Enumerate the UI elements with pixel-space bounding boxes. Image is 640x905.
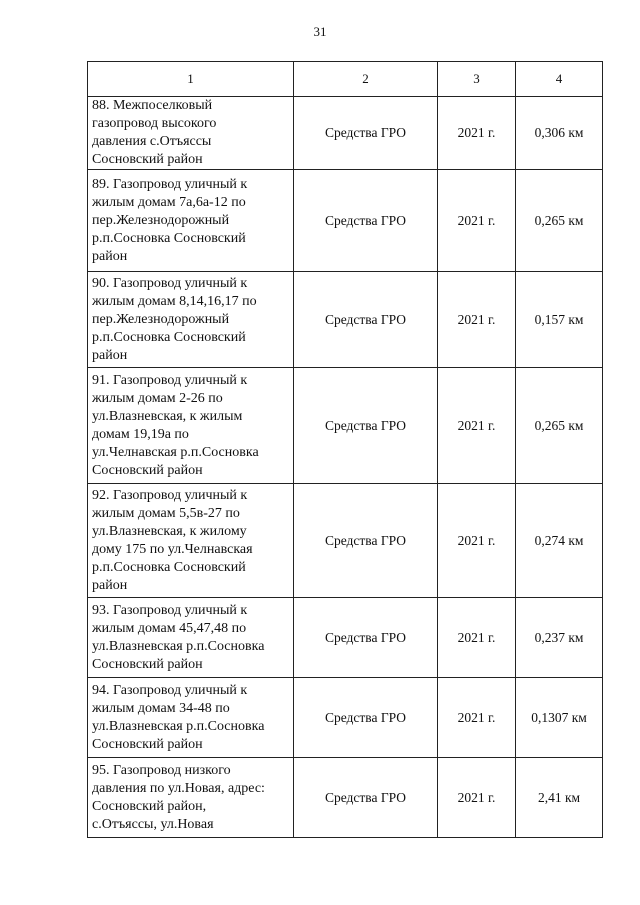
pipeline-length: 0,274 км [516,484,603,598]
gas-pipeline-table [87,61,603,838]
year: 2021 г. [438,758,516,838]
table-row [88,484,603,598]
year: 2021 г. [438,368,516,484]
pipeline-length: 0,265 км [516,368,603,484]
table-row [88,758,603,838]
pipeline-length: 0,1307 км [516,678,603,758]
pipeline-length: 0,306 км [516,97,603,170]
year: 2021 г. [438,678,516,758]
year: 2021 г. [438,598,516,678]
column-header-4: 4 [516,62,603,97]
object-name: 94. Газопровод уличный к жилым домам 34-48 по ул.Влазневская р.п.Сосновка Сосновский район [92,682,265,752]
table-row [88,598,603,678]
column-header-1: 1 [88,62,294,97]
table-row [88,272,603,368]
object-name: 93. Газопровод уличный к жилым домам 45,47,48 по ул.Влазневская р.п.Сосновка Сосновский район [92,602,265,672]
object-name: 92. Газопровод уличный к жилым домам 5,5в-27 по ул.Влазневская, к жилому дому 175 по ул.Челнавская р.п.Сосновка Сосновский район [92,487,253,593]
object-name: 95. Газопровод низкого давления по ул.Новая, адрес: Сосновский район, с.Отъяссы, ул.Новая [92,762,265,832]
table-row [88,678,603,758]
page-number: 31 [313,24,327,39]
column-header-2: 2 [294,62,438,97]
pipeline-length: 0,265 км [516,170,603,272]
funding-source: Средства ГРО [294,598,438,678]
year: 2021 г. [438,170,516,272]
column-header-3: 3 [438,62,516,97]
funding-source: Средства ГРО [294,758,438,838]
object-name: 88. Межпоселковый газопровод высокого давления с.Отъяссы Сосновский район [92,98,217,167]
table-row [88,170,603,272]
pipeline-length: 0,157 км [516,272,603,368]
pipeline-length: 2,41 км [516,758,603,838]
object-name: 89. Газопровод уличный к жилым домам 7а,6а-12 по пер.Железнодорожный р.п.Сосновка Сосновский район [92,176,248,264]
funding-source: Средства ГРО [294,272,438,368]
pipeline-length: 0,237 км [516,598,603,678]
object-name: 91. Газопровод уличный к жилым домам 2-26 по ул.Влазневская, к жилым домам 19,19а по ул.Челнавская р.п.Сосновка Сосновский район [92,372,259,478]
funding-source: Средства ГРО [294,97,438,170]
year: 2021 г. [438,97,516,170]
funding-source: Средства ГРО [294,484,438,598]
funding-source: Средства ГРО [294,368,438,484]
year: 2021 г. [438,272,516,368]
table-header-row [88,62,603,97]
funding-source: Средства ГРО [294,170,438,272]
funding-source: Средства ГРО [294,678,438,758]
table-row [88,368,603,484]
table-row [88,97,603,170]
object-name: 90. Газопровод уличный к жилым домам 8,14,16,17 по пер.Железнодорожный р.п.Сосновка Сосновский район [92,275,257,363]
year: 2021 г. [438,484,516,598]
